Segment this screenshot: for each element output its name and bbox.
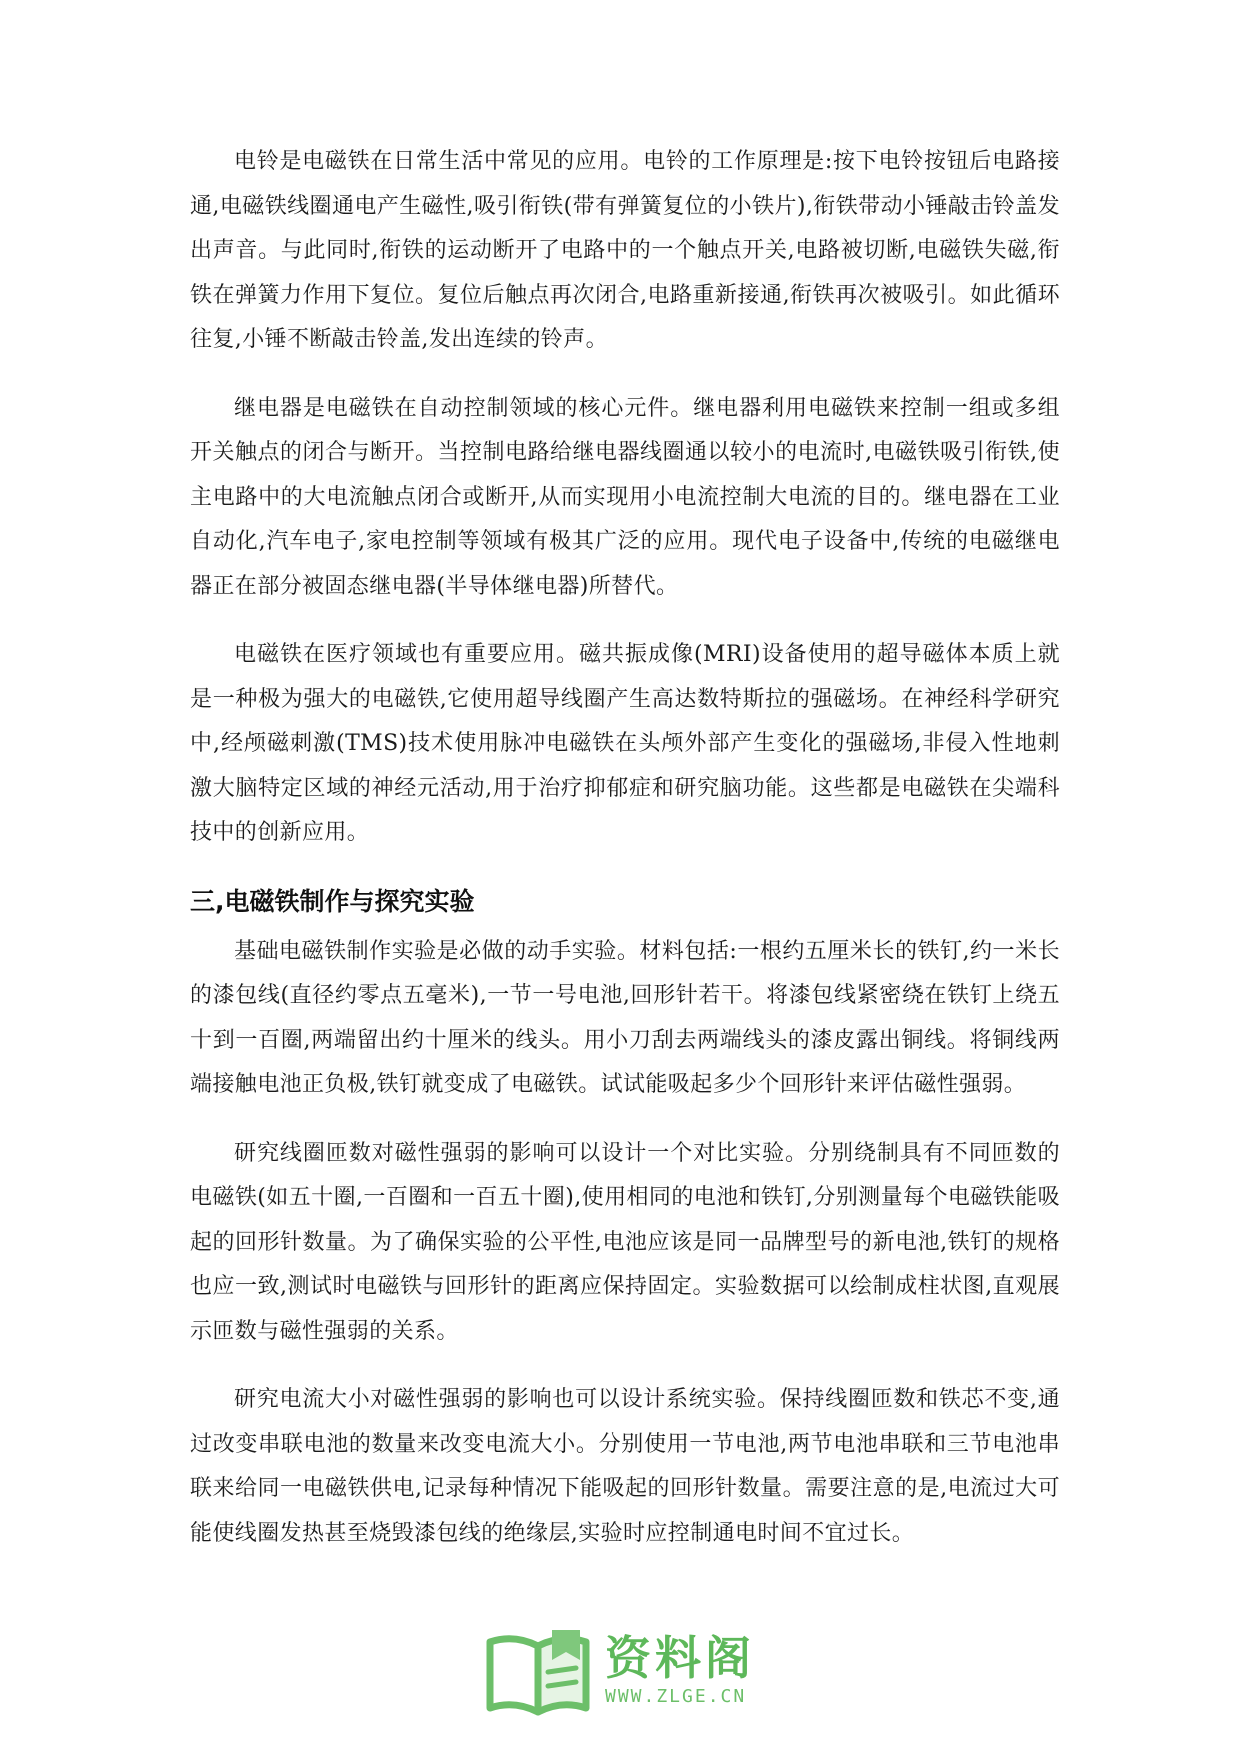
open-book-icon bbox=[480, 1620, 598, 1720]
document-body bbox=[190, 140, 1060, 1580]
section-heading: 三,电磁铁制作与探究实验 bbox=[190, 886, 475, 916]
watermark bbox=[480, 1620, 780, 1720]
watermark-url: WWW.ZLGE.CN bbox=[605, 1686, 747, 1707]
paragraph-medical: 电磁铁在医疗领域也有重要应用。磁共振成像(MRI)设备使用的超导磁体本质上就是一种极为强大的电磁铁,它使用超导线圈产生高达数特斯拉的强磁场。在神经科学研究中,经颅磁刺激(TMS)技术使用脉冲电磁铁在头颅外部产生变化的强磁场,非侵入性地刺激大脑特定区域的神经元活动,用于治疗抑郁症和研究脑功能。这些都是电磁铁在尖端科技中的创新应用。 bbox=[190, 642, 1060, 845]
paragraph-turns-experiment: 研究线圈匝数对磁性强弱的影响可以设计一个对比实验。分别绕制具有不同匝数的电磁铁(如五十圈,一百圈和一百五十圈),使用相同的电池和铁钉,分别测量每个电磁铁能吸起的回形针数量。为了确保实验的公平性,电池应该是同一品牌型号的新电池,铁钉的规格也应一致,测试时电磁铁与回形针的距离应保持固定。实验数据可以绘制成柱状图,直观展示匝数与磁性强弱的关系。 bbox=[190, 1140, 1060, 1344]
paragraph-current-experiment: 研究电流大小对磁性强弱的影响也可以设计系统实验。保持线圈匝数和铁芯不变,通过改变串联电池的数量来改变电流大小。分别使用一节电池,两节电池串联和三节电池串联来给同一电磁铁供电,记录每种情况下能吸起的回形针数量。需要注意的是,电流过大可能使线圈发热甚至烧毁漆包线的绝缘层,实验时应控制通电时间不宜过长。 bbox=[190, 1387, 1060, 1546]
watermark-text: 资料阁 bbox=[605, 1631, 755, 1685]
paragraph-electric-bell: 电铃是电磁铁在日常生活中常见的应用。电铃的工作原理是:按下电铃按钮后电路接通,电磁铁线圈通电产生磁性,吸引衔铁(带有弹簧复位的小铁片),衔铁带动小锤敲击铃盖发出声音。与此同时,衔铁的运动断开了电路中的一个触点开关,电路被切断,电磁铁失磁,衔铁在弹簧力作用下复位。复位后触点再次闭合,电路重新接通,衔铁再次被吸引。如此循环往复,小锤不断敲击铃盖,发出连续的铃声。 bbox=[190, 149, 1060, 352]
paragraph-relay: 继电器是电磁铁在自动控制领域的核心元件。继电器利用电磁铁来控制一组或多组开关触点的闭合与断开。当控制电路给继电器线圈通以较小的电流时,电磁铁吸引衔铁,使主电路中的大电流触点闭合或断开,从而实现用小电流控制大电流的目的。继电器在工业自动化,汽车电子,家电控制等领域有极其广泛的应用。现代电子设备中,传统的电磁继电器正在部分被固态继电器(半导体继电器)所替代。 bbox=[190, 395, 1060, 599]
paragraph-basic-experiment: 基础电磁铁制作实验是必做的动手实验。材料包括:一根约五厘米长的铁钉,约一米长的漆包线(直径约零点五毫米),一节一号电池,回形针若干。将漆包线紧密绕在铁钉上绕五十到一百圈,两端留出约十厘米的线头。用小刀刮去两端线头的漆皮露出铜线。将铜线两端接触电池正负极,铁钉就变成了电磁铁。试试能吸起多少个回形针来评估磁性强弱。 bbox=[190, 938, 1060, 1097]
